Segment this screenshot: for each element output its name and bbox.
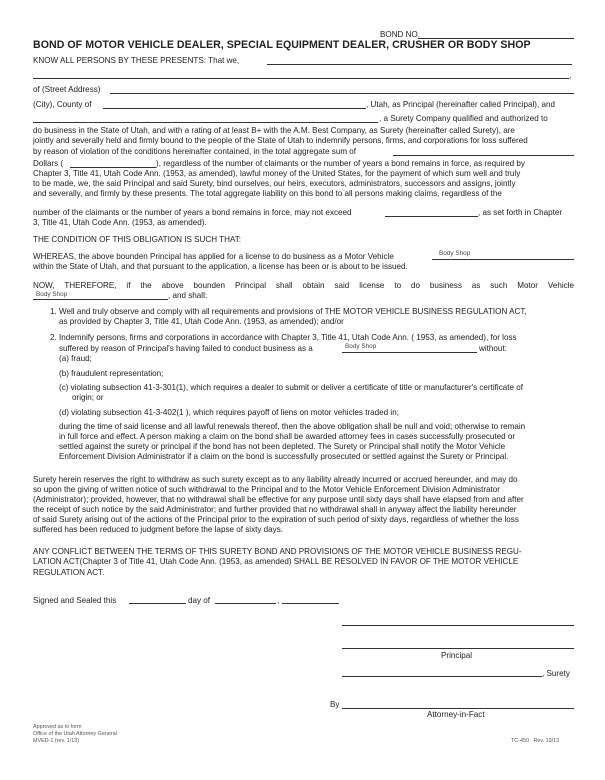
whereas-text: WHEREAS, the above bounden Principal has applied for a license to do business as a Motor Vehicle (33, 252, 394, 261)
now-business-type-value: Body Shop (36, 291, 68, 298)
by-label: By (330, 700, 340, 709)
without-text: without: (479, 344, 507, 353)
item-2-line-1: 2. Indemnify persons, firms and corporations in accordance with Chapter 3, Title 41, Utah Code Ann. ( 1953, as amended), for loss (50, 333, 517, 342)
surety-signature-line[interactable] (342, 676, 542, 677)
sub-item-a: (a) fraud; (59, 354, 92, 363)
surety-company-field[interactable] (33, 122, 378, 123)
attorney-signature-line[interactable] (342, 708, 574, 709)
whereas-business-type-field[interactable] (432, 259, 574, 260)
form-title: BOND OF MOTOR VEHICLE DEALER, SPECIAL EQUIPMENT DEALER, CRUSHER OR BODY SHOP (33, 39, 531, 51)
during-paragraph: during the time of said license and all lawful renewals thereof, then the above obligation shall be null and void; otherwise to remain in full force and effect. A person making a claim on the bond shall be awarded attorney fees in cases successfully prosecuted or settled against the surety or principal if the bond has not been depleted. The Surety or Principal shall notify the Motor Vehicle Enforcement Division Administrator if a claim on the bond is successfully prosecuted or settled against the Surety or Principal. (59, 422, 526, 462)
conflict-paragraph: ANY CONFLICT BETWEEN THE TERMS OF THIS SURETY BOND AND PROVISIONS OF THE MOTOR VEHICLE BUSINESS REGU- LATION ACT(Chapter 3 of Title 41, Utah Code Ann. (1953, as amended) SHALL BE RESOLVED IN FAVOR OF THE MOTOR VEHICLE REGULATION ACT. (33, 547, 522, 577)
principal-signature-line[interactable] (342, 648, 574, 649)
item-2-business-type-field[interactable] (342, 352, 477, 353)
signed-sealed-label: Signed and Sealed this (33, 596, 117, 605)
aggregate-sum-words-field[interactable] (393, 155, 574, 156)
dollars-label: Dollars ( (33, 159, 64, 168)
signed-month-field[interactable] (215, 603, 276, 604)
liability-paragraph: Chapter 3, Title 41, Utah Code Ann. (1953, as amended), lawful money of the United States, for the payment of which sum well and truly to be made, we, the said Principal and said Surety, bind ourselves, our heirs, executors, administrators, successors and assigns, jointly and severally, and firmly by these presents. The total aggregate liability on this bond to all persons making claims, regardless of the (33, 169, 521, 199)
item-1-line-2: as provided by Chapter 3, Title 41, Utah Code Ann. (1953, as amended); and/or (59, 317, 344, 326)
aggregate-sum-text: by reason of violation of the conditions hereinafter contained, in the total aggregate sum of (33, 147, 357, 156)
footer-form-number: TC-450 Rev. 10/13 (511, 738, 560, 744)
and-shall-text: , and shall: (168, 291, 208, 300)
sub-item-b: (b) fraudulent representation; (59, 369, 164, 378)
dollars-amount-field[interactable] (70, 167, 156, 168)
utah-principal-text: , Utah, as Principal (hereinafter called Principal), and (366, 100, 555, 109)
item-2-line-2: suffered by reason of Principal's having failed to conduct business as a (59, 344, 313, 353)
attorney-label: Attorney-in-Fact (427, 710, 485, 719)
now-therefore-text: NOW, THEREFORE, if the above bounden Principal shall obtain said license to do business as such Motor Vehicle (33, 281, 574, 290)
rating-paragraph: do business in the State of Utah, and with a rating of at least B+ with the A.M. Best Company, as Surety (hereinafter called Surety), are jointly and severally held and firmly bound to the people of the State of Utah to indemnify persons, firms, and corporations for loss suffered (33, 126, 528, 146)
principal-label: Principal (441, 651, 473, 660)
street-address-field[interactable] (110, 93, 574, 94)
signed-year-field[interactable] (282, 603, 339, 604)
city-county-label: (City), County of (33, 100, 92, 109)
county-field[interactable] (103, 108, 366, 109)
condition-heading: THE CONDITION OF THIS OBLIGATION IS SUCH THAT: (33, 235, 242, 244)
sub-item-c-line-2: origin; or (72, 393, 104, 402)
chapter-line: 3, Title 41, Utah Code Ann. (1953, as amended). (33, 218, 207, 227)
not-exceed-field[interactable] (385, 216, 478, 217)
principal-name-field-2[interactable] (33, 78, 569, 79)
comma: , (569, 71, 572, 80)
know-all-text: KNOW ALL PERSONS BY THESE PRESENTS: That we, (33, 56, 240, 65)
signed-day-field[interactable] (129, 603, 186, 604)
bond-no-label: BOND NO. (380, 30, 421, 39)
footer-approval: Approved as to form Office of the Utah Attorney General MVED-1 (rev. 1/13) (33, 724, 117, 744)
street-address-label: of (Street Address) (33, 85, 101, 94)
surety-company-text: , a Surety Company qualified and authorized to (379, 114, 548, 123)
sub-item-c-line-1: (c) violating subsection 41-3-301(1), which requires a dealer to submit or deliver a certificate of title or manufacturer's certificate of (59, 383, 523, 392)
within-state-text: within the State of Utah, and that pursuant to the application, a license has been or is about to be issued. (33, 262, 408, 271)
whereas-business-type-value: Body Shop (439, 250, 471, 257)
surety-label: , Surety (542, 669, 570, 678)
now-business-type-field[interactable] (33, 299, 168, 300)
item-2-business-type-value: Body Shop (345, 343, 377, 350)
signed-comma: , (277, 596, 280, 605)
item-1-line-1: 1. Well and truly observe and comply with all requirements and provisions of THE MOTOR VEHICLE BUSINESS REGULATION ACT, (50, 307, 527, 316)
sub-item-d: (d) violating subsection 41-3-402(1 ), which requires payoff of liens on motor vehicles traded in; (59, 408, 399, 417)
principal-name-line[interactable] (342, 625, 574, 626)
chapter-tail-text: , as set forth in Chapter (478, 208, 563, 217)
surety-withdrawal-paragraph: Surety herein reserves the right to withdraw as such surety except as to any liability already incurred or accrued hereunder, and may do so upon the giving of written notice of such withdrawal to the Principal and to the Motor Vehicle Enforcement Division Administrator (Administrator); provided, however, that no withdrawal shall be effective for any purpose until sixty days shall have elapsed from and after the receipt of such notice by the said Administrator; and further provided that no withdrawal shall in anyway affect the liability hereunder of said Surety arising out of the actions of the Principal prior to the expiration of such period of sixty days, regardless of whether the loss suffered has been reduced to judgment before the lapse of sixty days. (33, 475, 524, 535)
dollars-rest-text: ), regardless of the number of claimants or the number of years a bond remains in force, as required by (156, 159, 525, 168)
not-exceed-text: number of the claimants or the number of years a bond remains in force, may not exceed (33, 208, 352, 217)
principal-name-field[interactable] (267, 64, 572, 65)
day-of-label: day of (188, 596, 211, 605)
